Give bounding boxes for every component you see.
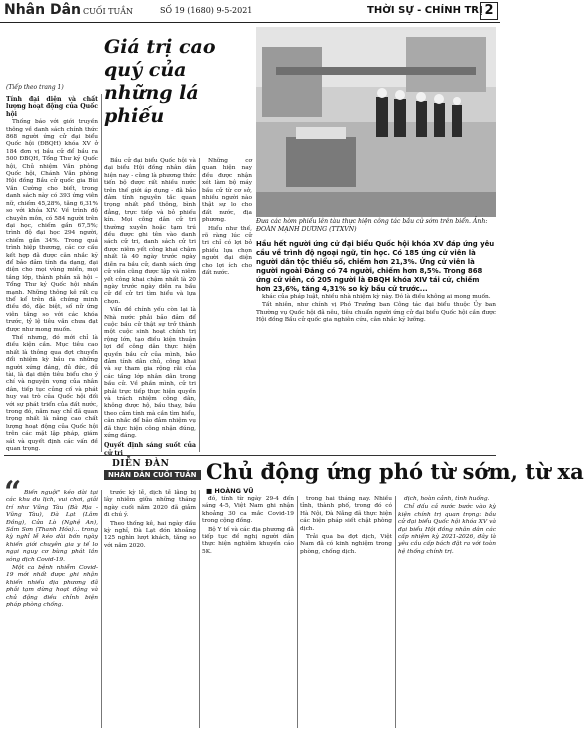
article1-column-3 [202, 158, 252, 452]
column-divider [199, 158, 200, 452]
paragraph: khác của pháp luật, nhiều nhà nhiệm kỳ này. Đó là điều không ai mong muốn. [262, 294, 491, 300]
column-divider [199, 490, 200, 728]
article2-author: ■ HOÀNG VŨ [206, 487, 254, 495]
paragraph: Một ca bệnh nhiễm Covid-19 mới nhất được ghi nhận khiến nhiều địa phương đã phải tạm dừng hoạt động và chủ động điều chỉnh biện pháp phòng chống. [6, 565, 98, 609]
article1-column-2 [104, 158, 196, 457]
paragraph: Theo thống kê, hai ngày đầu kỳ nghỉ, Đà Lạt đón khoảng 125 nghìn lượt khách, tăng so với năm 2020. [104, 520, 196, 549]
forum-label: DIỄN ĐÀN [112, 459, 170, 469]
newspaper-title: Nhân Dân CUỐI TUẦN [4, 2, 133, 18]
column-divider [297, 496, 298, 728]
article2-column-3 [202, 496, 294, 728]
continued-note: (Tiếp theo trang 1) [6, 84, 64, 91]
paragraph: Bầu cử đại biểu Quốc hội và đại biểu Hội đồng nhân dân hiện nay - cũng là phương thức tiến bộ được rất nhiều nước trên thế giới áp dụng - đã bảo đảm tính nguyên tắc quan trọng nhất phổ thông, bình đẳng, trực tiếp và bỏ phiếu kín. Mọi công dân cử tri thường xuyên hoặc tạm trú đều được ghi tên vào danh sách cử tri, danh sách cử tri được niêm yết công khai chậm nhất là 40 ngày trước ngày diễn ra bầu cử, danh sách ứng cử viên cũng được lập và niêm yết công khai chậm nhất là 20 ngày trước ngày diễn ra bầu cử để cử tri tìm hiểu và lựa chọn. [104, 158, 196, 305]
article1-subhead-2: Quyết định sáng suốt của cử tri [104, 442, 196, 457]
edition-label: CUỐI TUẦN [83, 7, 133, 16]
article2-headline: Chủ động ứng phó từ sớm, từ xa [206, 459, 584, 484]
column-divider [101, 490, 102, 728]
article1-lede: Hầu hết người ứng cử đại biểu Quốc hội khóa XV đáp ứng yêu cầu về trình độ ngoại ngữ, tin học. Có 185 ứng cử viên là người dân tộc thiểu số, chiếm hơn 21,3%. Ứng cử viên là người ngoài Đảng có 74 người, chiếm hơn 8,5%. Trong 868 ứng cử viên, có 205 người là ĐBQH khóa XIV tái cử, chiếm hơn 23,6%, tăng 4,31% so kỳ bầu cử trước... [256, 240, 495, 293]
paragraph: Tất nhiên, như chính vị Phó Trưởng ban Công tác đại biểu thuộc Ủy ban Thường vụ Quốc hội đã nêu, tiêu chuẩn người ứng cử đại biểu Quốc hội cần được Hội đồng Bầu cử quốc gia nghiên cứu, cân nhắc kỹ lưỡng. [256, 302, 496, 324]
article1-column-1 [6, 94, 98, 452]
paragraph: Trải qua ba đợt dịch, Việt Nam đã có kinh nghiệm trong phòng, chống dịch. [300, 534, 392, 555]
photo-caption: Đưa các hòm phiếu lên tàu thực hiện công tác bầu cử sớm trên biển. Ảnh: ĐOÀN MẠNH DƯƠNG (TTXVN) [256, 218, 488, 233]
paragraph: dịch, hoàn cảnh, tình huống. [404, 496, 490, 502]
paragraph: Thế nhưng, đó mới chỉ là điều kiện cần. Mục tiêu cao nhất là thông qua đợt chuyển đổi nhiệm kỳ bầu ra những người xứng đáng, đủ đức, đủ tài, là đại diện tiêu biểu cho ý chí và nguyện vọng của nhân dân, tiếp tục củng cố và phát huy vai trò của Quốc hội đối với sự phát triển của đất nước, trong đó, năm nay chỉ đã quan trọng nhất là nâng cao chất lượng hoạt động của Quốc hội trên các mặt lập pháp, giám sát và quyết định các vấn đề quan trọng. [6, 335, 98, 453]
paragraph: Hiểu như thế, rõ ràng lúc cử tri chỉ có lợi bỏ phiếu lựa chọn người đại diện cho lợi ích cho đất nước. [202, 225, 252, 277]
article2-column-1 [6, 490, 98, 728]
paragraph: Bộ Y tế và các địa phương đã tiếp tục đề nghị người dân thực hiện nghiêm khuyến cáo 5K. [202, 526, 294, 555]
forum-sublabel: NHÂN DÂN CUỐI TUẦN [104, 470, 201, 480]
column-divider [101, 94, 102, 452]
issue-info: SỐ 19 (1680) 9-5-2021 [160, 6, 253, 15]
column-divider [395, 496, 396, 728]
paragraph: Chỉ dấu cả nước bước vào kỳ kiện chính trị quan trọng: bầu cử đại biểu Quốc hội khóa XV và đại biểu Hội đồng nhân dân các cấp nhiệm kỳ 2021-2026, đây là yêu cầu cấp bách đặt ra với toàn hệ thống chính trị. [398, 504, 496, 555]
dropcap-quote: “ [4, 475, 22, 510]
paragraph: Vấn đề chính yếu còn lại là Nhà nước phải bảo đảm để cuộc bầu cử thật sự trở thành một cuộc sinh hoạt chính trị rộng lớn, tạo điều kiện thuận lợi để công dân thực hiện quyền bầu cử của mình, bảo đảm tính dân chủ, công khai và sự tham gia rộng rãi của các tầng lớp nhân dân trong bầu cử. Về phần mình, cử tri phải trực tiếp thực hiện quyền và trách nhiệm công dân, không được hộ, bầu thay, bầu theo cảm tính mà cần tìm hiểu, cân nhắc để bảo đảm nhiệm vụ đã thực hiện công nhận đúng, xứng đáng. [104, 307, 196, 440]
section-title: THỜI SỰ - CHÍNH TRỊ [367, 5, 483, 16]
article2-column-4 [300, 496, 392, 728]
article-photo [256, 27, 496, 217]
ship-ballot-photo [256, 27, 496, 217]
paragraph: Biến nguội" kéo dài tại các khu du lịch, vui chơi, giải trí như Vũng Tàu (Bà Rịa - Vũng Tàu), Đà Lạt (Lâm Đồng), Cửa Lò (Nghệ An), Sầm Sơn (Thanh Hóa)... trong kỳ nghỉ lễ kéo dài bốn ngày khiến giới chuyên gia y tế lo ngại nguy cơ bùng phát lần sóng dịch Covid-19. [6, 490, 98, 563]
article1-column-lower [256, 294, 496, 452]
paragraph: trong hai tháng nay. Nhiều tỉnh, thành phố, trong đó có Hà Nội, Đà Nẵng đã thực hiện các biện pháp siết chặt phòng dịch. [300, 496, 392, 532]
paragraph: Thống báo với giới truyền thông về danh sách chính thức 868 người ứng cử đại biểu Quốc hội (ĐBQH) khóa XV ở 184 đơn vị bầu cử để bầu ra 500 ĐBQH, Tổng Thư ký Quốc hội, Chủ nhiệm Văn phòng Quốc hội, Chánh Văn phòng Hội đồng Bầu cử quốc gia Bùi Văn Cường cho biết, trong danh sách này có 393 ứng viên nữ, chiếm 45,28%, tăng 6,31% so với khóa XIV. Về trình độ chuyên môn, có 584 người trên đại học, chiếm gần 67,5%; trình độ đại học 294 người, chiếm gần 34%. Trong quá trình hiệp thương, các cơ cấu kết hợp đã được cân nhắc kỹ để bảo đảm tính đa dạng, đại diện cho mọi vùng miền, mọi tầng lớp, thành phần xã hội – Tổng Thư ký Quốc hội nhấn mạnh. Những thông kê rất cụ thể kể trên đã chứng minh điều đó, đặc biệt, số nữ ứng viên tăng so với các khóa trước, tỷ lệ tiêu văn chưa đạt được như mong muốn. [6, 119, 98, 333]
paragraph: Những cơ quan hiện nay đều được nhận xét làm bộ máy bầu cử từ cơ sở, nhiều người nào thật sự lo cho đất nước, địa phương. [202, 158, 252, 224]
article1-headline: Giá trị cao quý của những lá phiếu [104, 36, 216, 127]
article2-column-2 [104, 490, 196, 728]
article2-column-5 [398, 496, 496, 728]
page-number: 2 [480, 2, 498, 20]
article1-subhead: Tính đại diện và chất lượng hoạt động của Quốc hội [6, 96, 98, 118]
paragraph: trước kỳ lễ, dịch tễ lãng bị lây nhiễm giữa những tháng ngày cuối năm 2020 đã giảm đi chú ý. [104, 490, 196, 519]
paragraph: đó, tính từ ngày 29-4 đến sáng 4-5, Việt Nam ghi nhận khoảng 30 ca mắc Covid-19 trong cộng đồng. [202, 496, 294, 525]
section-divider [4, 455, 496, 456]
